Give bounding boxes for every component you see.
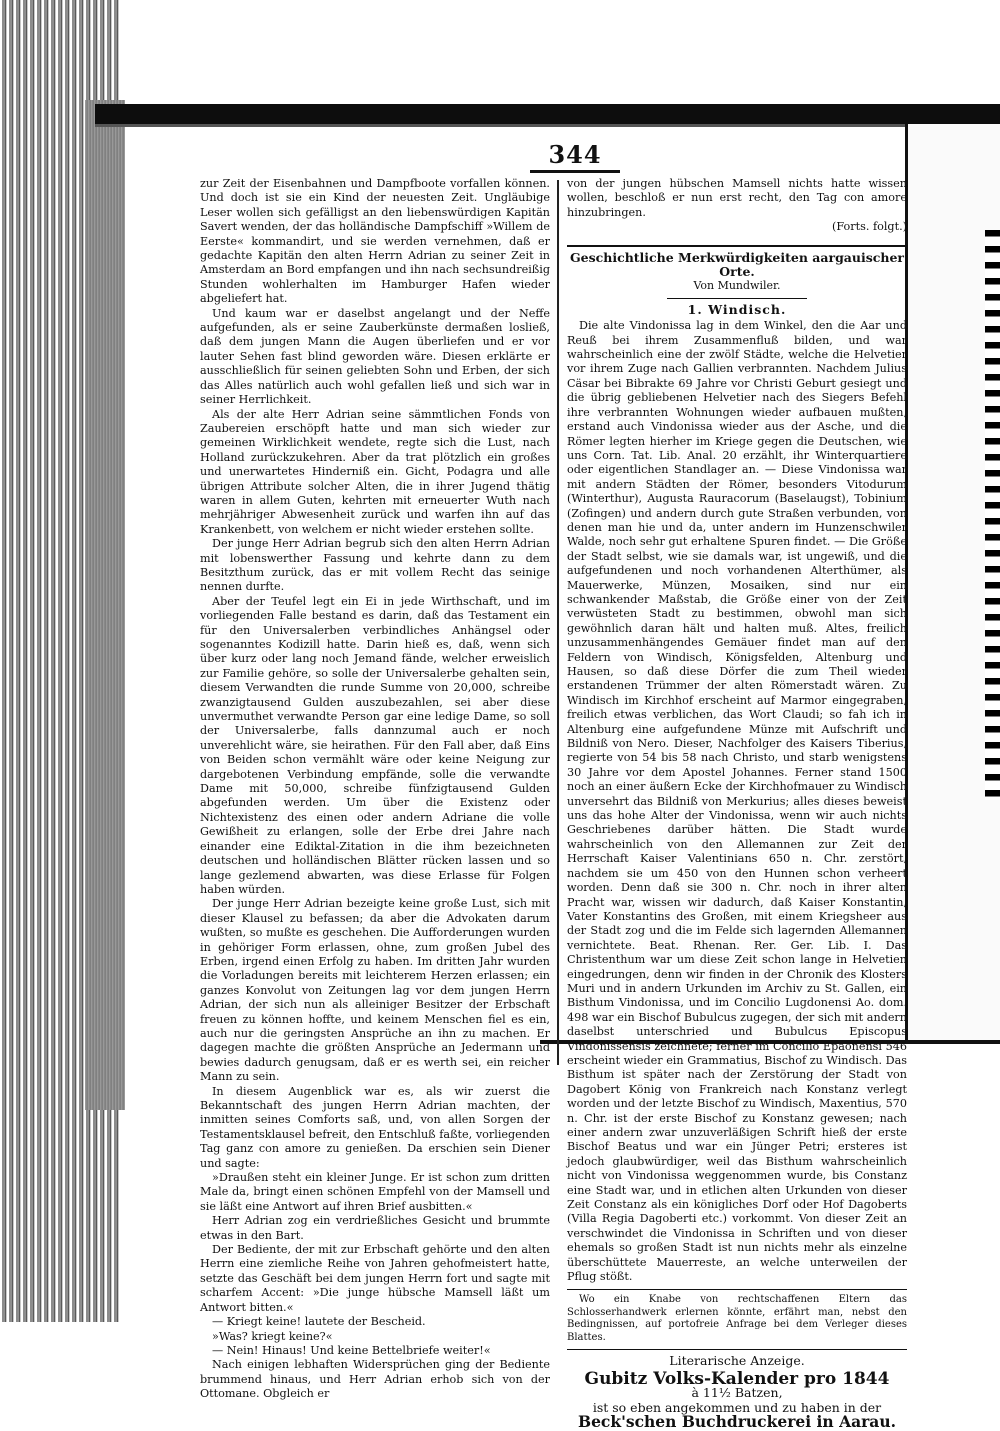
article-title: Geschichtliche Merkwürdigkeiten aargauischer Orte. (567, 245, 907, 280)
left-paragraph: »Draußen steht ein kleiner Junge. Er ist schon zum dritten Male da, bringt einen schönen Empfehl von der Mamsell und sie läßt eine Antwort auf ihren Brief ausbitten.« (200, 1171, 550, 1213)
left-paragraph: Der Bediente, der mit zur Erbschaft gehörte und den alten Herrn eine ziemliche Reihe von Jahren gehofmeistert hatte, setzte das Geschäft bei dem jungen Herrn fort und sagte mit scharfem Accent: »Die junge hübsche Mamsell läßt um Antwort bitten.« (200, 1243, 550, 1314)
left-paragraph: Der junge Herr Adrian begrub sich den alten Herrn Adrian mit lobenswerther Fassung und kehrte dann zu dem Besitzthum zurück, das er mit vollem Recht das seinige nennen durfte. (200, 537, 550, 594)
ad-title: Gubitz Volks-Kalender pro 1844 (584, 1368, 890, 1389)
ad-price: à 11½ Batzen, (691, 1385, 783, 1401)
ad-publisher: Beck'schen Buchdruckerei in Aarau. (577, 1412, 897, 1431)
column-divider (557, 180, 559, 1065)
facing-page-text-fragments (985, 230, 1000, 800)
left-paragraph: Als der alte Herr Adrian seine sämmtlichen Fonds von Zaubereien erschöpft hatte und man sich wieder zur gemeinen Wirklichkeit wendete, regte sich die Lust, nach Holland zurückzukehren. Aber da trat plötzlich ein großes und unerwartetes Hinderniß ein. Gicht, Podagra und alle übrigen Attribute solcher Alten, die in ihrer Jugend thätig waren in allem Guten, kehrten mit erneuerter Wuth nach mehrjähriger Abwesenheit zurück und warfen ihn auf das Krankenbett, von welchem er nicht wieder erstehen sollte. (200, 407, 550, 536)
left-paragraph: In diesem Augenblick war es, als wir zuerst die Bekanntschaft des jungen Herrn Adrian machten, der inmitten seines Comforts saß, und, von allen Sorgen der Testamentsklausel befreit, den Entschluß faßte, vorliegenden Tag ganz con amore zu genießen. Da erschien sein Diener und sagte: (200, 1084, 550, 1170)
story-continuation: von der jungen hübschen Mamsell nichts hatte wissen wollen, beschloß er nun erst recht, den Tag con amore hinzubringen. (567, 177, 907, 219)
right-column (567, 177, 907, 1430)
left-paragraph: zur Zeit der Eisenbahnen und Dampfboote vorfallen können. Und doch ist sie ein Kind der neuesten Zeit. Ungläubige Leser wollen sich gefälligst an den liebenswürdigen Kapitän Savert wenden, der das holländische Dampfschiff »Willem de Eerste« kommandirt, und sie werden vernehmen, daß er gedachte Kapitän den alten Herrn Adrian zu seiner Zeit in Amsterdam an Bord empfangen und ihn nach sechsundreißig Stunden wohlerhalten im Hamburger Hafen wieder abgeliefert hat. (200, 177, 550, 306)
top-scan-border-thin (95, 124, 1000, 127)
ad-header: Literarische Anzeige. (669, 1353, 805, 1369)
left-paragraph: Herr Adrian zog ein verdrießliches Gesicht und brummte etwas in den Bart. (200, 1214, 550, 1242)
left-paragraph: Nach einigen lebhaften Widersprüchen ging der Bediente brummend hinaus, und Herr Adrian erhob sich von der Ottomane. Obgleich er (200, 1358, 550, 1401)
left-paragraph: — Nein! Hinaus! Und keine Bettelbriefe weiter!« (212, 1343, 491, 1357)
left-column (200, 177, 550, 1402)
left-paragraph: — Kriegt keine! lautete der Bescheid. (212, 1315, 426, 1329)
continuation-note: (Forts. folgt.) (832, 220, 907, 234)
article-paragraph: Die alte Vindonissa lag in dem Winkel, den die Aar und Reuß bei ihrem Zusammenfluß bilden, und war wahrscheinlich eine der zwölf Städte, welche die Helvetier vor ihrem Zuge nach Gallien verbrannten. Nachdem Julius Cäsar bei Bibrakte 69 Jahre vor Christi Geburt gesiegt und die übrig gebliebenen Helvetier nach des Siegers Befehl ihre verbrannten Wohnungen wieder aufbauen mußten, erstand auch Vindonissa wieder aus der Asche, und die Römer legten hierher im Kriege gegen die Deutschen, wie uns Corn. Tat. Lib. Anal. 20 erzählt, ihr Winterquartiere oder eigentlichen Standlager an. — Diese Vindonissa war mit andern Städten der Römer, besonders Vitodurum (Winterthur), Augusta Rauracorum (Baselaugst), Tobinium (Zofingen) und andern durch gute Straßen verbunden, von denen man hie und da, unter andern im Hunzenschwiler Walde, noch sehr gut erhaltene Spuren findet. — Die Größe der Stadt selbst, wie sie damals war, ist ungewiß, und die aufgefundenen und noch vorhandenen Alterthümer, als Mauerwerke, Münzen, Mosaiken, sind nur ein schwankender Maßstab, die Größe einer von der Zeit verwüsteten Stadt zu bestimmen, obwohl man sich gewöhnlich daran hält und halten muß. Altes, freilich unzusammenhängendes Gemäuer findet man auf den Feldern von Windisch, Königsfelden, Altenburg und Hausen, so daß diese Dörfer die zum Theil wieder erstandenen Trümmer der alten Römerstadt wären. Zu Windisch im Kirchhof erscheint auf Marmor eingegraben, freilich etwas verblichen, das Wort Claudi; so fah ich in Altenburg eine aufgefundene Münze mit Aufschrift und Bildniß von Nero. Dieser, Nachfolger des Kaisers Tiberius, regierte von 54 bis 58 nach Christo, und starb wenigstens 30 Jahre vor dem Apostel Johannes. Ferner stand 1500 noch an einer äußern Ecke der Kirchhofmauer zu Windisch unversehrt das Bildniß von Merkurius; alles dieses beweist uns das hohe Alter der Vindonissa, wenn wir auch nichts Geschriebenes darüber hätten. Die Stadt wurde wahrscheinlich von den Allemannen zur Zeit der Herrschaft Kaiser Valentinians 650 n. Chr. zerstört, nachdem sie um 450 von den Hunnen schon verheert worden. Denn daß sie 300 n. Chr. noch in ihrer alten Pracht war, wissen wir dadurch, daß Kaiser Konstantin, Vater Konstantins des Großen, mit einem Kriegsheer aus der Stadt zog und die im Felde sich lagernden Allemannen vernichtete. Beat. Rhenan. Rer. Ger. Lib. I. Das Christenthum war um diese Zeit schon lange in Helvetien eingedrungen, denn wir finden in der Chronik des Klosters Muri und in andern Urkunden im Archiv zu St. Gallen, ein Bisthum Vindonissa, und im Concilio Lugdonensi Ao. dom. 498 war ein Bischof Bubulcus zugegen, der sich mit andern daselbst unterschried und Bubulcus Episcopus Vindonissensis zeichnete; ferner im Concilio Epaonensi 546 erscheint wieder ein Grammatius, Bischof zu Windisch. Das Bisthum ist später nach der Zerstörung der Stadt von Dagobert König von Frankreich nach Konstanz verlegt worden und der letzte Bischof zu Windisch, Maxentius, 570 n. Chr. ist der erste Bischof zu Konstanz gewesen; nach einer andern zwar unzuverläßigen Schrift hieß der erste Bischof Beatus und war ein Jünger Petri; ersteres ist jedoch glaubwürdiger, weil das Bisthum wahrscheinlich nicht von Vindonissa weggenommen wurde, bis Constanz eine Stadt war, und in etlichen alten Urkunden von dieser Zeit Constanz als ein königliches Dorf oder Hof Dagoberts (Villa Regia Dagoberti etc.) vorkommt. Von dieser Zeit an verschwindet die Vindonissa in Schriften und von dieser ehemals so großen Stadt ist nun nichts mehr als einzelne überschüttete Mauerreste, an welche unterweilen der Pflug stößt. (567, 319, 907, 1284)
left-paragraph: Aber der Teufel legt ein Ei in jede Wirthschaft, und im vorliegenden Falle bestand es darin, daß das Testament ein für den Universalerben verbindliches Anhängsel oder sogenanntes Kodizill hatte. Darin hieß es, daß, wenn sich über kurz oder lang noch Jemand fände, welcher erweislich zur Familie gehöre, so solle der Universalerbe gehalten sein, diesem Verwandten die runde Summe von 20,000, schreibe zwanzigtausend Gulden auszubezahlen, sei aber diese unvermuthet verwandte Person gar eine ledige Dame, so soll der Universalerbe, falls dannzumal auch er noch unverehlicht wäre, sie heirathen. Für den Fall aber, daß Eins von Beiden schon vermählt wäre oder keine Neigung zur dargebotenen Verbindung empfände, solle die verwandte Dame mit 50,000, schreibe fünfzigtausend Gulden abgefunden werden. Um über die Existenz oder Nichtexistenz des einen oder andern Adriane die volle Gewißheit zu erlangen, solle der Erbe drei Jahre nach einander eine Ediktal-Zitation in die ihm bezeichneten deutschen und holländischen Blätter rücken lassen und so lange gezlemend abwarten, was diese Erlasse für Folgen haben würden. (200, 594, 550, 896)
left-paragraph: »Was? kriegt keine?« (212, 1329, 333, 1343)
ad-rule (567, 1349, 907, 1350)
left-paragraph: Der junge Herr Adrian bezeigte keine große Lust, sich mit dieser Klausel zu befassen; da aber die Advokaten darum wußten, so mußte es geschehen. Die Aufforderungen wurden in gehöriger Form erlassen, ohne, zum großen Jubel des Erben, irgend einen Erfolg zu haben. Im dritten Jahr wurden die Vorladungen bereits mit leichterem Herzen erlassen; ein ganzes Konvolut von Zeitungen lag vor dem jungen Herrn Adrian, der sich nun als alleiniger Besitzer der Erbschaft freuen zu können hoffte, und keinem Menschen fiel es ein, auch nur die geringsten Ansprüche an ihn zu machen. Er dagegen machte die größten Ansprüche an Jedermann und bewies dadurch genugsam, daß er es werth sei, ein reicher Mann zu sein. (200, 897, 550, 1084)
ad-availability: ist so eben angekommen und zu haben in der (592, 1399, 882, 1415)
article-byline: Von Mundwiler. (693, 279, 781, 293)
page-number-rule (530, 170, 620, 173)
left-paragraph: Und kaum war er daselbst angelangt und der Neffe aufgefunden, als er seine Zauberkünste dermaßen losließ, daß dem jungen Mann die Augen überliefen und er vor lauter Sehen fast blind geworden wäre. Diesen erklärte er ausschließlich für seinen geliebten Sohn und Erben, der sich das Alles natürlich auch wohl gefallen ließ und sich war in seiner Herrlichkeit. (200, 306, 550, 407)
section-heading: 1. Windisch. (687, 301, 787, 317)
byline-rule (667, 298, 807, 299)
top-scan-border (95, 104, 1000, 124)
notice-text: Wo ein Knabe von rechtschaffenen Eltern das Schlosserhandwerk erlernen könnte, erfährt man, nebst den Bedingnissen, auf portofreie Anfrage bei dem Verleger dieses Blattes. (567, 1294, 907, 1343)
notice-rule (567, 1289, 907, 1290)
book-binding-shadow (85, 100, 125, 1110)
page-number: 344 (548, 140, 602, 169)
